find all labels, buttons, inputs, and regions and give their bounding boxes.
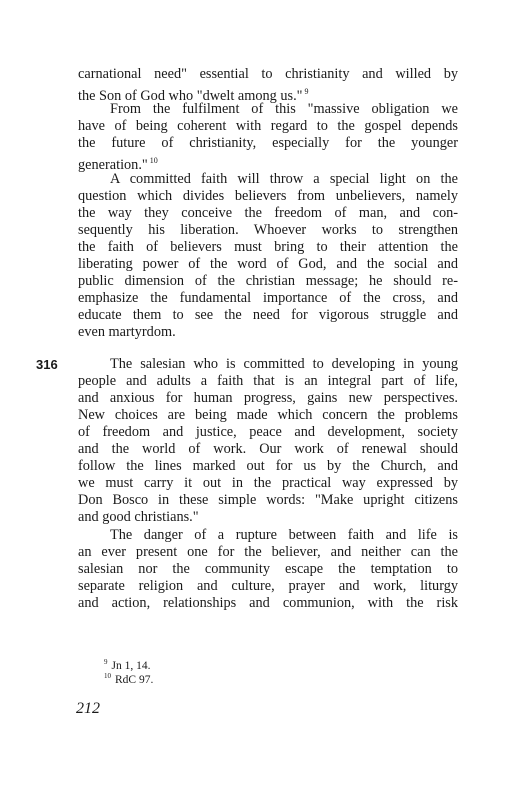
footnote-reference: 10 bbox=[149, 156, 158, 165]
line-text: The salesian who is committed to developing in young bbox=[110, 356, 458, 372]
line-text: From the fulfilment of this "massive obligation we bbox=[110, 101, 458, 117]
text-line bbox=[78, 475, 458, 492]
text-line bbox=[78, 273, 458, 290]
text-line bbox=[78, 290, 458, 307]
footnote-reference: 9 bbox=[304, 87, 309, 96]
page-number: 212 bbox=[76, 700, 100, 717]
line-text: the Son of God who "dwelt among us." bbox=[78, 87, 303, 104]
text-line bbox=[110, 101, 458, 118]
line-text: salesian nor the community escape the temptation to bbox=[78, 561, 458, 577]
text-line bbox=[78, 492, 458, 509]
text-line bbox=[78, 424, 458, 441]
line-text: liberating power of the word of God, and the social and bbox=[78, 256, 458, 272]
line-text: Don Bosco in these simple words: "Make upright citizens bbox=[78, 492, 458, 508]
line-text: have of being coherent with regard to the gospel depends bbox=[78, 118, 458, 134]
text-line bbox=[78, 509, 458, 526]
line-text: people and adults a faith that is an integral part of life, bbox=[78, 373, 458, 389]
text-line bbox=[78, 441, 458, 458]
text-line bbox=[78, 135, 458, 152]
line-text: and the world of work. Our work of renewal should bbox=[78, 441, 458, 457]
text-line bbox=[110, 356, 458, 373]
footnote-mark: 9 bbox=[104, 658, 108, 666]
line-text: and action, relationships and communion, with the risk bbox=[78, 595, 458, 611]
text-line bbox=[78, 578, 458, 595]
text-line bbox=[78, 595, 458, 612]
margin-paragraph-number: 316 bbox=[36, 357, 58, 372]
text-line bbox=[78, 188, 458, 205]
footnote-mark: 10 bbox=[104, 672, 111, 680]
line-text: educate them to see the need for vigorous struggle and bbox=[78, 307, 458, 323]
line-text: the way they conceive the freedom of man, and con- bbox=[78, 205, 458, 221]
line-text: separate religion and culture, prayer and work, liturgy bbox=[78, 578, 458, 594]
text-line bbox=[78, 307, 458, 324]
text-line bbox=[78, 544, 458, 561]
line-text: A committed faith will throw a special light on the bbox=[110, 171, 458, 187]
text-line bbox=[78, 205, 458, 222]
text-line bbox=[78, 373, 458, 390]
line-text: sequently his liberation. Whoever works to strengthen bbox=[78, 222, 458, 238]
text-line bbox=[78, 390, 458, 407]
line-text: carnational need" essential to christianity and willed by bbox=[78, 66, 458, 82]
text-line bbox=[78, 324, 458, 341]
text-line bbox=[78, 66, 458, 83]
text-line bbox=[110, 171, 458, 188]
line-text: and anxious for human progress, gains new perspectives. bbox=[78, 390, 458, 406]
line-text: New choices are being made which concern the problems bbox=[78, 407, 458, 423]
line-text: of freedom and justice, peace and development, society bbox=[78, 424, 458, 440]
text-line bbox=[78, 561, 458, 578]
line-text: even martyrdom. bbox=[78, 324, 176, 340]
footnote-text: RdC 97. bbox=[115, 673, 154, 686]
text-line bbox=[110, 527, 458, 544]
text-line bbox=[78, 118, 458, 135]
text-line bbox=[78, 407, 458, 424]
footnote-10 bbox=[104, 669, 153, 687]
line-text: the faith of believers must bring to their attention the bbox=[78, 239, 458, 255]
line-text: an ever present one for the believer, and neither can the bbox=[78, 544, 458, 560]
line-text: we must carry it out in the practical way expressed by bbox=[78, 475, 458, 491]
text-line bbox=[78, 256, 458, 273]
line-text: question which divides believers from unbelievers, namely bbox=[78, 188, 458, 204]
line-text: and good christians." bbox=[78, 509, 199, 525]
line-text: public dimension of the christian message; he should re- bbox=[78, 273, 458, 289]
line-text: generation." bbox=[78, 156, 148, 173]
line-text: The danger of a rupture between faith and life is bbox=[110, 527, 458, 543]
footnote-text: Jn 1, 14. bbox=[111, 659, 151, 672]
text-line bbox=[78, 222, 458, 239]
line-text: the future of christianity, especially for the younger bbox=[78, 135, 458, 151]
text-line bbox=[78, 458, 458, 475]
line-text: follow the lines marked out for us by the Church, and bbox=[78, 458, 458, 474]
text-line bbox=[78, 239, 458, 256]
line-text: emphasize the fundamental importance of the cross, and bbox=[78, 290, 458, 306]
